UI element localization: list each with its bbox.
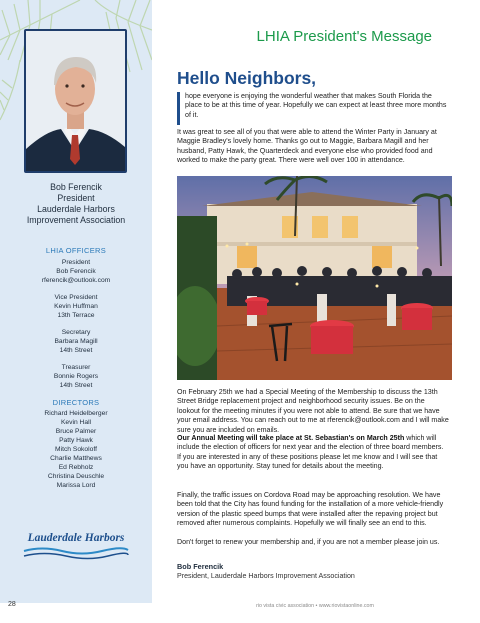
sidebar-president-role: President bbox=[57, 193, 95, 203]
officer-street: 14th Street bbox=[59, 382, 93, 389]
annual-meeting-paragraph bbox=[177, 434, 449, 472]
director-name: Mitch Sokoloff bbox=[55, 446, 97, 453]
officer-street: 14th Street bbox=[59, 347, 93, 354]
officer-name: Bob Ferencik bbox=[56, 268, 96, 275]
officers-heading: LHIA OFFICERS bbox=[45, 246, 107, 255]
signature-title: President, Lauderdale Harbors Improvement Association bbox=[177, 572, 355, 580]
director-name: Marissa Lord bbox=[56, 482, 96, 489]
officer-name: Kevin Huffman bbox=[54, 303, 98, 310]
page-number: 28 bbox=[8, 601, 16, 608]
director-name: Bruce Palmer bbox=[55, 428, 97, 435]
director-name: Ed Rebholz bbox=[58, 464, 94, 471]
director-name: Richard Heidelberger bbox=[44, 410, 108, 417]
party-paragraph: It was great to see all of you that were able to attend the Winter Party in January at Maggie Bradley's lovely home. Thanks go out to Maggie, Barbara Magill and her husband, Patty Hawk, the Quarterdeck and everyone else who provided food and worked to make the party great. There were well over 100 in attendance. bbox=[177, 128, 437, 165]
officer-title: Vice President bbox=[54, 294, 98, 301]
director-name: Christina Deuschle bbox=[47, 473, 105, 480]
director-name: Kevin Hall bbox=[60, 419, 92, 426]
annual-meeting-bold: Our Annual Meeting will take place at St. Sebastian's on March 25th bbox=[177, 434, 405, 442]
greeting-heading: Hello Neighbors, bbox=[177, 68, 317, 88]
sidebar bbox=[0, 0, 152, 603]
officer-name: Barbara Magill bbox=[54, 338, 98, 345]
party-photo-image bbox=[177, 176, 452, 380]
footer-text: rio vista civic association • www.riovistaonline.com bbox=[256, 603, 374, 609]
officer-email: rferencik@outlook.com bbox=[41, 277, 111, 284]
officer-title: Secretary bbox=[61, 329, 91, 336]
director-name: Charlie Matthews bbox=[50, 455, 102, 462]
officer-name: Bonnie Rogers bbox=[53, 373, 99, 380]
annual-meeting-text: which will include the election of officers for next year and the election of three board members. If you are interested in any of these positions please let me know and I will see that you have an opportunity. Stay tuned for details about the meeting. bbox=[177, 434, 444, 471]
officer-title: President bbox=[61, 259, 91, 266]
portrait-image bbox=[26, 31, 125, 171]
sidebar-org-line1: Lauderdale Harbors bbox=[37, 204, 115, 214]
directors-heading: DIRECTORS bbox=[52, 398, 100, 407]
page-title: LHIA President's Message bbox=[256, 28, 432, 45]
director-name: Patty Hawk bbox=[59, 437, 93, 444]
logo-text: Lauderdale Harbors bbox=[27, 532, 125, 544]
logo-wave-icon bbox=[22, 545, 130, 561]
lauderdale-harbors-logo bbox=[22, 531, 130, 563]
sidebar-president-name: Bob Ferencik bbox=[50, 182, 102, 192]
winter-party-photo bbox=[177, 176, 452, 380]
signature-name: Bob Ferencik bbox=[177, 562, 224, 571]
drop-cap-bar bbox=[177, 92, 180, 125]
meeting-paragraph: On February 25th we had a Special Meeting of the Membership to discuss the 13th Street Bridge replacement project and neighborhood security issues. Be on the lookout for the meeting minutes if you were not able to attend. Be sure that we have your email address. You can reach out to me at rferencik@outlook.com and I will make sure you are included on emails. bbox=[177, 388, 449, 434]
president-portrait bbox=[24, 29, 127, 173]
officer-street: 13th Terrace bbox=[57, 312, 95, 319]
officer-title: Treasurer bbox=[61, 364, 91, 371]
sidebar-org-line2: Improvement Association bbox=[26, 215, 126, 225]
intro-paragraph: hope everyone is enjoying the wonderful weather that makes South Florida the place to be at this time of year. Hopefully we can expect at least three more months of it. bbox=[185, 92, 447, 119]
renew-paragraph: Don't forget to renew your membership and, if you are not a member please join us. bbox=[177, 538, 440, 546]
traffic-paragraph: Finally, the traffic issues on Cordova Road may be approaching resolution. We have been told that the City has found funding for the installation of a more vehicle-friendly version of the plastic speed bumps that were installed after the repaving project but removed after numerous complaints. Hopefully we will finally see an end to this. bbox=[177, 491, 444, 528]
